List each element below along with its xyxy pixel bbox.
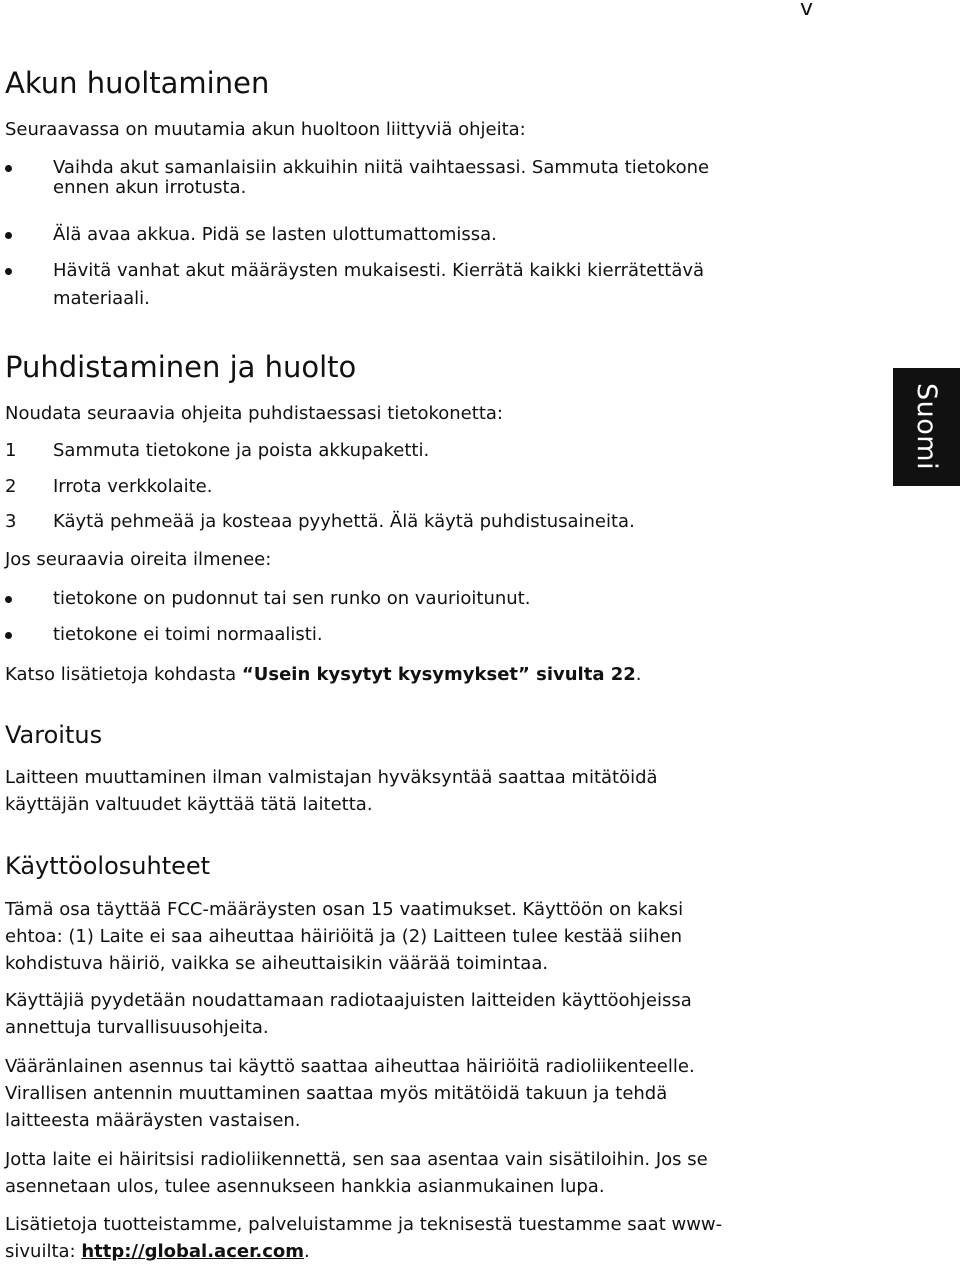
acer-website-link[interactable]: http://global.acer.com bbox=[81, 1241, 305, 1262]
warning-line: Laitteen muuttaminen ilman valmistajan hyväksyntää saattaa mitätöidä bbox=[5, 767, 658, 788]
bullet-text: Vaihda akut samanlaisiin akkuihin niitä vaihtaessasi. Sammuta tietokone bbox=[53, 157, 710, 178]
conditions-paragraph-line: laitteesta määräysten vastaisen. bbox=[5, 1110, 301, 1131]
conditions-paragraph-line: kohdistuva häiriö, vaikka se aiheuttaisikin väärää toimintaa. bbox=[5, 953, 549, 974]
step-text: Sammuta tietokone ja poista akkupaketti. bbox=[53, 440, 430, 461]
side-tab-label: Suomi bbox=[911, 383, 942, 471]
reference-suffix: . bbox=[635, 664, 642, 685]
page-number: v bbox=[800, 0, 814, 21]
step-number: 2 bbox=[5, 476, 17, 497]
conditions-paragraph-line: annettuja turvallisuusohjeita. bbox=[5, 1017, 269, 1038]
website-prefix: sivuilta: bbox=[5, 1241, 82, 1262]
conditions-paragraph-line: Tämä osa täyttää FCC-määräysten osan 15 vaatimukset. Käyttöön on kaksi bbox=[5, 899, 684, 920]
step-text: Käytä pehmeää ja kosteaa pyyhettä. Älä käytä puhdistusaineita. bbox=[53, 511, 635, 532]
section-title-battery: Akun huoltaminen bbox=[5, 66, 270, 100]
section-title-cleaning: Puhdistaminen ja huolto bbox=[5, 350, 357, 384]
bullet-icon bbox=[5, 632, 12, 639]
bullet-icon bbox=[5, 165, 12, 172]
conditions-paragraph-line: Vääränlainen asennus tai käyttö saattaa aiheuttaa häiriöitä radioliikenteelle. bbox=[5, 1056, 695, 1077]
bullet-text: tietokone on pudonnut tai sen runko on vaurioitunut. bbox=[53, 588, 531, 609]
conditions-paragraph-line: asennetaan ulos, tulee asennukseen hankkia asianmukainen lupa. bbox=[5, 1176, 605, 1197]
reference-prefix: Katso lisätietoja kohdasta bbox=[5, 664, 242, 685]
symptoms-intro: Jos seuraavia oireita ilmenee: bbox=[5, 549, 272, 570]
warning-line: käyttäjän valtuudet käyttää tätä laitetta. bbox=[5, 794, 373, 815]
website-suffix: . bbox=[304, 1241, 310, 1262]
bullet-icon bbox=[5, 268, 12, 275]
conditions-paragraph-line: ehtoa: (1) Laite ei saa aiheuttaa häiriöitä ja (2) Laitteen tulee kestää siihen bbox=[5, 926, 683, 947]
conditions-paragraph-line: Jotta laite ei häiritsisi radioliikennettä, sen saa asentaa vain sisätiloihin. Jos se bbox=[5, 1149, 708, 1170]
step-number: 3 bbox=[5, 511, 17, 532]
section-title-warning: Varoitus bbox=[5, 721, 103, 749]
step-text: Irrota verkkolaite. bbox=[53, 476, 213, 497]
cleaning-intro: Noudata seuraavia ohjeita puhdistaessasi tietokonetta: bbox=[5, 403, 503, 424]
website-line bbox=[5, 1238, 310, 1265]
bullet-icon bbox=[5, 232, 12, 239]
bullet-text: materiaali. bbox=[53, 288, 150, 309]
step-number: 1 bbox=[5, 440, 17, 461]
conditions-paragraph-line: Lisätietoja tuotteistamme, palveluistamme ja teknisestä tuestamme saat www- bbox=[5, 1214, 723, 1235]
bullet-text: Hävitä vanhat akut määräysten mukaisesti. Kierrätä kaikki kierrätettävä bbox=[53, 260, 705, 281]
bullet-icon bbox=[5, 596, 12, 603]
section-title-conditions: Käyttöolosuhteet bbox=[5, 852, 211, 880]
reference-line bbox=[5, 661, 642, 688]
bullet-text: tietokone ei toimi normaalisti. bbox=[53, 624, 323, 645]
bullet-text: ennen akun irrotusta. bbox=[53, 177, 247, 198]
battery-intro: Seuraavassa on muutamia akun huoltoon liittyviä ohjeita: bbox=[5, 119, 526, 140]
conditions-paragraph-line: Käyttäjiä pyydetään noudattamaan radiotaajuisten laitteiden käyttöohjeissa bbox=[5, 990, 692, 1011]
bullet-text: Älä avaa akkua. Pidä se lasten ulottumattomissa. bbox=[53, 224, 497, 245]
reference-link-text[interactable]: “Usein kysytyt kysymykset” sivulta 22 bbox=[241, 664, 636, 685]
language-side-tab bbox=[893, 368, 960, 486]
conditions-paragraph-line: Virallisen antennin muuttaminen saattaa myös mitätöidä takuun ja tehdä bbox=[5, 1083, 668, 1104]
